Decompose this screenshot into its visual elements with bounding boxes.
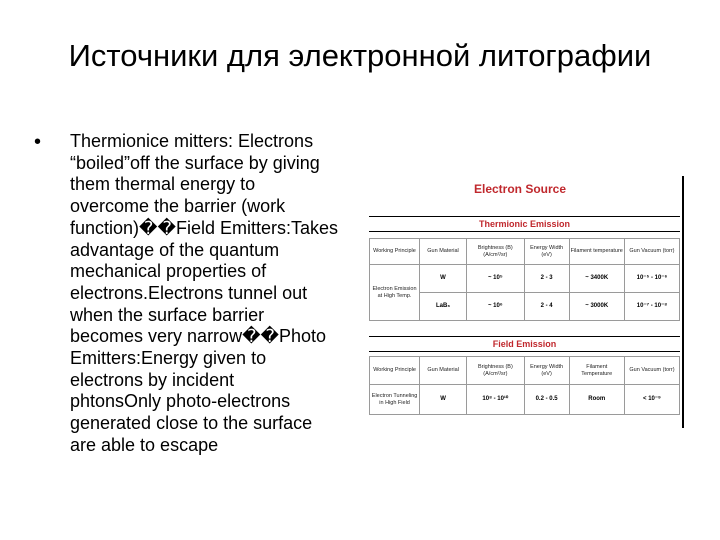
header-cell: Gun Material xyxy=(420,357,467,385)
table-cell: 10⁸ - 10¹⁰ xyxy=(467,385,524,415)
table-row xyxy=(370,265,680,293)
table-cell: ~ 3000K xyxy=(569,293,624,321)
figure-divider xyxy=(682,176,684,428)
electron-source-figure xyxy=(367,176,687,432)
principle-cell: Electron Emission at High Temp. xyxy=(370,265,420,321)
header-cell: Gun Vacuum (torr) xyxy=(624,357,679,385)
thermionic-table xyxy=(369,238,680,321)
header-cell: Energy Width (eV) xyxy=(524,357,569,385)
header-cell: Working Principle xyxy=(370,239,420,265)
table-cell: W xyxy=(420,265,467,293)
principle-cell: Electron Tunneling in High Field xyxy=(370,385,420,415)
table-cell: ~ 10⁵ xyxy=(467,265,525,293)
table-row xyxy=(370,385,680,415)
header-cell: Brightness (B) (A/cm²/sr) xyxy=(467,357,524,385)
table-cell: 10⁻⁷ - 10⁻⁸ xyxy=(624,293,679,321)
slide-title: Источники для электронной литографии xyxy=(68,38,652,73)
header-cell: Brightness (B) (A/cm²/sr) xyxy=(467,239,525,265)
bullet-marker: • xyxy=(34,131,42,153)
table-cell: W xyxy=(420,385,467,415)
table-cell: LaB₆ xyxy=(420,293,467,321)
table-cell: ~ 3400K xyxy=(569,265,624,293)
table-cell: Room xyxy=(569,385,624,415)
field-emission-table xyxy=(369,356,680,415)
field-emission-heading: Field Emission xyxy=(369,336,680,352)
table-cell: 2 - 3 xyxy=(524,265,569,293)
header-cell: Gun Material xyxy=(420,239,467,265)
bullet-text: Thermionice mitters: Electrons “boiled”off the surface by giving them thermal energy to overcome the barrier (work function)��Field Emitters:Takes advantage of the quantum mechanical properties of electrons.Electrons tunnel out when the surface barrier becomes very narrow��Photo Emitters:Energy given to electrons by incident phtonsOnly photo-electrons generated close to the surface are able to escape xyxy=(70,131,338,455)
thermionic-header-row xyxy=(370,239,680,265)
header-cell: Filament temperature xyxy=(569,239,624,265)
header-cell: Working Principle xyxy=(370,357,420,385)
figure-title: Electron Source xyxy=(474,182,567,196)
header-cell: Filament Temperature xyxy=(569,357,624,385)
table-cell: 10⁻⁵ - 10⁻⁶ xyxy=(624,265,679,293)
table-cell: 0.2 - 0.5 xyxy=(524,385,569,415)
header-cell: Gun Vacuum (torr) xyxy=(624,239,679,265)
table-cell: < 10⁻⁹ xyxy=(624,385,679,415)
table-cell: ~ 10⁶ xyxy=(467,293,525,321)
header-cell: Energy Width (eV) xyxy=(524,239,569,265)
thermionic-heading: Thermionic Emission xyxy=(369,216,680,232)
field-header-row xyxy=(370,357,680,385)
table-cell: 2 - 4 xyxy=(524,293,569,321)
